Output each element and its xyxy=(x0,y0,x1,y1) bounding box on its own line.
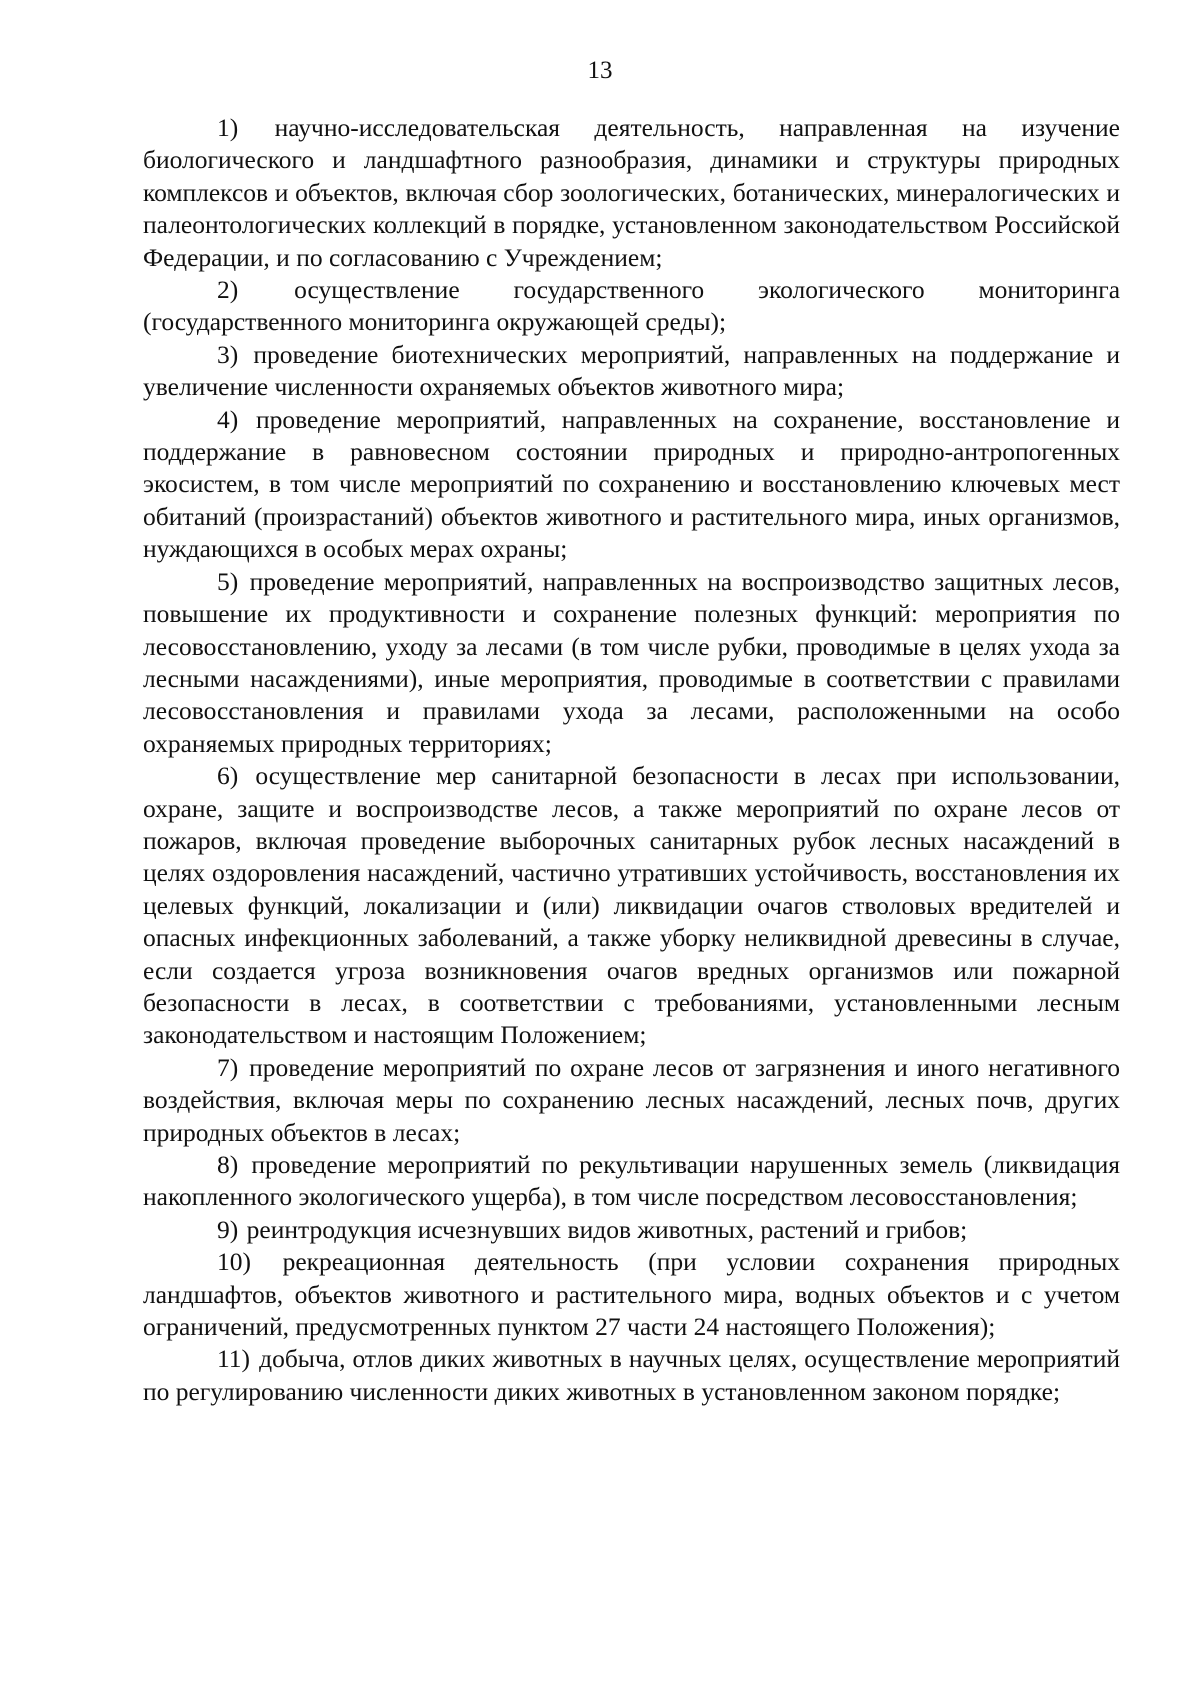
list-item xyxy=(143,112,1120,274)
list-item xyxy=(143,1246,1120,1343)
item-number: 1) xyxy=(217,113,239,142)
list-item xyxy=(143,274,1120,339)
item-text: проведение мероприятий, направленных на сохранение, восстановление и поддержание в равновесном состоянии природных и природно-антропогенных экосистем, в том числе мероприятий по сохранению и восстановлению ключевых мест обитаний (произрастаний) объектов животного и растительного мира, иных организмов, нуждающихся в особых мерах охраны; xyxy=(143,404,1120,564)
item-number: 5) xyxy=(217,566,239,596)
list-item xyxy=(143,1149,1120,1214)
item-text: осуществление мер санитарной безопасности в лесах при использовании, охране, защите и воспроизводстве лесов, а также мероприятий по охране лесов от пожаров, включая проведение выборочных санитарных рубок лесных насаждений в целях оздоровления насаждений, частично утративших устойчивость, восстановления их целевых функций, локализации и (или) ликвидации очагов стволовых вредителей и опасных инфекционных заболеваний, а также уборку неликвидной древесины в случае, если создается угроза возникновения очагов вредных организмов или пожарной безопасности в лесах, в соответствии с требованиями, установленными лесным законодательством и настоящим Положением; xyxy=(143,761,1120,1050)
item-text: проведение мероприятий по охране лесов от загрязнения и иного негативного воздействия, включая меры по сохранению лесных насаждений, лесных почв, других природных объектов в лесах; xyxy=(143,1052,1121,1147)
item-number: 11) xyxy=(217,1344,251,1374)
item-number: 4) xyxy=(217,404,239,434)
item-text: проведение мероприятий по рекультивации нарушенных земель (ликвидация накопленного экологического ущерба), в том числе посредством лесовосстановления; xyxy=(143,1150,1121,1212)
item-text: научно-исследовательская деятельность, направленная на изучение биологического и ландшафтного разнообразия, динамики и структуры природных комплексов и объектов, включая сбор зоологических, ботанических, минералогических и палеонтологических коллекций в порядке, установленном законодательством Российской Федерации, и по согласованию с Учреждением; xyxy=(143,113,1121,272)
list-item xyxy=(143,760,1120,1052)
item-number: 3) xyxy=(217,339,239,369)
item-text: осуществление государственного экологического мониторинга (государственного мониторинга окружающей среды); xyxy=(143,275,1121,337)
list-item xyxy=(143,339,1120,404)
list-item xyxy=(143,404,1120,566)
item-text: рекреационная деятельность (при условии сохранения природных ландшафтов, объектов животного и растительного мира, водных объектов и с учетом ограничений, предусмотренных пунктом 27 части 24 настоящего Положения); xyxy=(143,1247,1120,1342)
item-number: 6) xyxy=(217,761,239,791)
item-text: добыча, отлов диких животных в научных целях, осуществление мероприятий по регулированию численности диких животных в установленном законом порядке; xyxy=(143,1344,1120,1406)
item-number: 7) xyxy=(217,1052,239,1082)
list-item xyxy=(143,566,1120,760)
item-number: 2) xyxy=(217,275,239,305)
list-item xyxy=(143,1052,1120,1149)
item-text: проведение биотехнических мероприятий, направленных на поддержание и увеличение численности охраняемых объектов животного мира; xyxy=(143,339,1120,402)
document-body xyxy=(143,112,1120,1408)
item-text: реинтродукция исчезнувших видов животных, растений и грибов; xyxy=(246,1214,968,1244)
item-number: 9) xyxy=(217,1214,239,1244)
item-text: проведение мероприятий, направленных на воспроизводство защитных лесов, повышение их продуктивности и сохранение полезных функций: мероприятия по лесовосстановлению, уходу за лесами (в том числе рубки, проводимые в целях ухода за лесными насаждениями), иные мероприятия, проводимые в соответствии с правилами лесовосстановления и правилами ухода за лесами, расположенными на особо охраняемых природных территориях; xyxy=(143,566,1120,758)
item-number: 8) xyxy=(217,1150,239,1179)
list-item xyxy=(143,1343,1120,1408)
list-item xyxy=(143,1214,1120,1246)
item-number: 10) xyxy=(217,1247,251,1277)
page-number: 13 xyxy=(587,57,613,84)
